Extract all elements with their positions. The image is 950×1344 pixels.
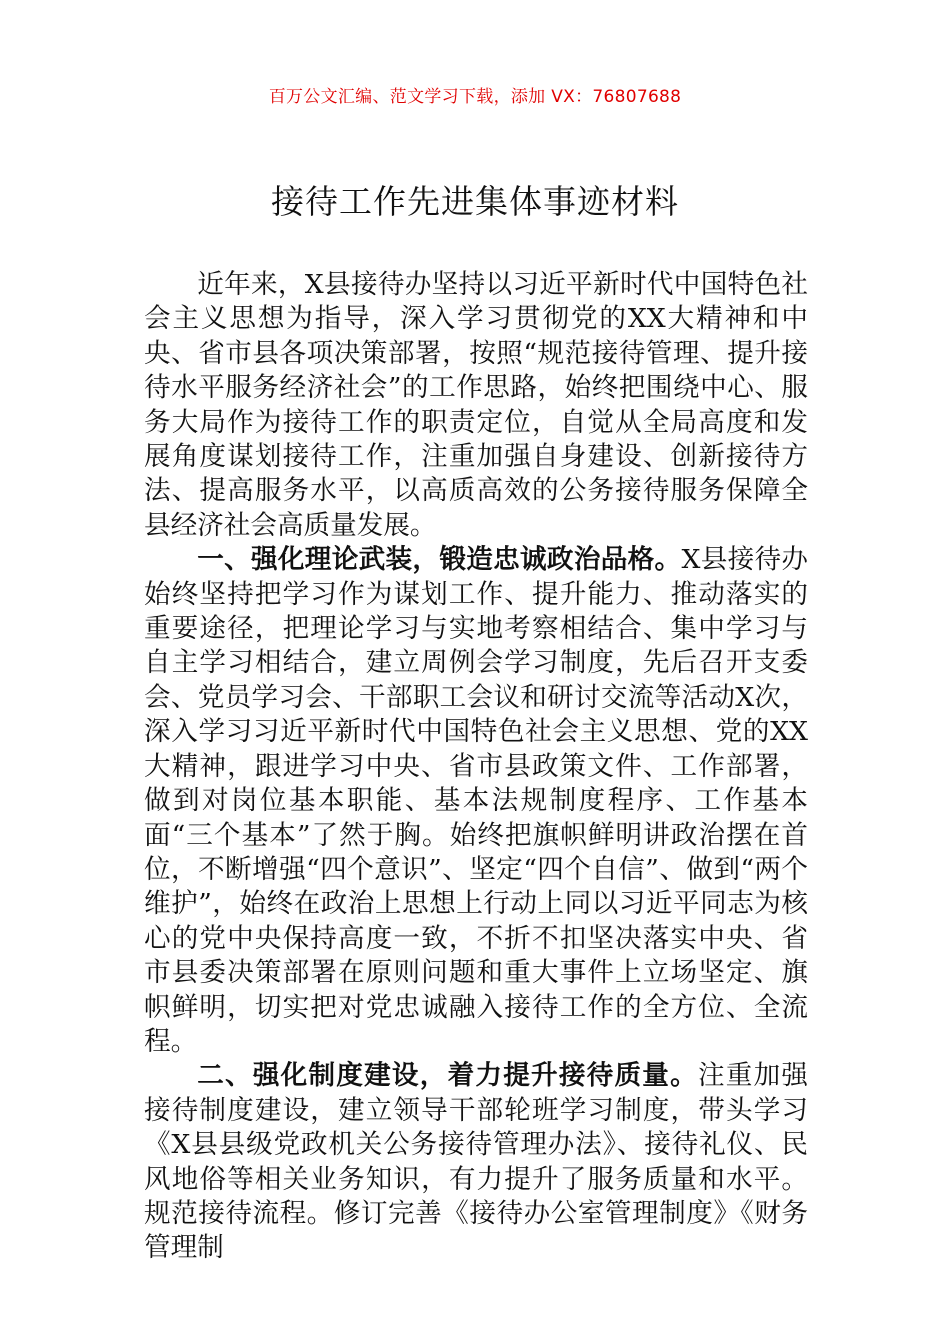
paragraph-section-2 xyxy=(144,1059,808,1265)
paragraph-text: X县接待办始终坚持把学习作为谋划工作、提升能力、推动落实的重要途径，把理论学习与实地考察相结合、集中学习与自主学习相结合，建立周例会学习制度，先后召开支委会、党员学习会、干部职工会议和研讨交流等活动X次，深入学习习近平新时代中国特色社会主义思想、党的XX大精神，跟进学习中央、省市县政策文件、工作部署，做到对岗位基本职能、基本法规制度程序、工作基本面“三个基本”了然于胸。始终把旗帜鲜明讲政治摆在首位，不断增强“四个意识”、坚定“四个自信”、做到“两个维护”，始终在政治上思想上行动上同以习近平同志为核心的党中央保持高度一致，不折不扣坚决落实中央、省市县委决策部署在原则问题和重大事件上立场坚定、旗帜鲜明，切实把对党忠诚融入接待工作的全方位、全流程。 xyxy=(144,544,808,1057)
document-title: 接待工作先进集体事迹材料 xyxy=(271,182,679,221)
document-body xyxy=(144,268,808,1266)
header-note: 百万公文汇编、范文学习下载，添加 VX：76807688 xyxy=(268,87,682,107)
paragraph-intro xyxy=(144,268,808,543)
paragraph-text: 近年来，X县接待办坚持以习近平新时代中国特色社会主义思想为指导，深入学习贯彻党的XX大精神和中央、省市县各项决策部署，按照“规范接待管理、提升接待水平服务经济社会”的工作思路，始终把围绕中心、服务大局作为接待工作的职责定位，自觉从全局高度和发展角度谋划接待工作，注重加强自身建设、创新接待方法、提高服务水平，以高质高效的公务接待服务保障全县经济社会高质量发展。 xyxy=(144,269,808,541)
section-heading: 二、强化制度建设，着力提升接待质量。 xyxy=(197,1060,698,1092)
paragraph-section-1 xyxy=(144,543,808,1059)
section-heading: 一、强化理论武装，锻造忠诚政治品格。 xyxy=(197,544,682,576)
paragraph-text: 注重加强接待制度建设，建立领导干部轮班学习制度，带头学习《X县县级党政机关公务接待管理办法》、接待礼仪、民风地俗等相关业务知识，有力提升了服务质量和水平。规范接待流程。修订完善《接待办公室管理制度》《财务管理制 xyxy=(144,1060,809,1264)
